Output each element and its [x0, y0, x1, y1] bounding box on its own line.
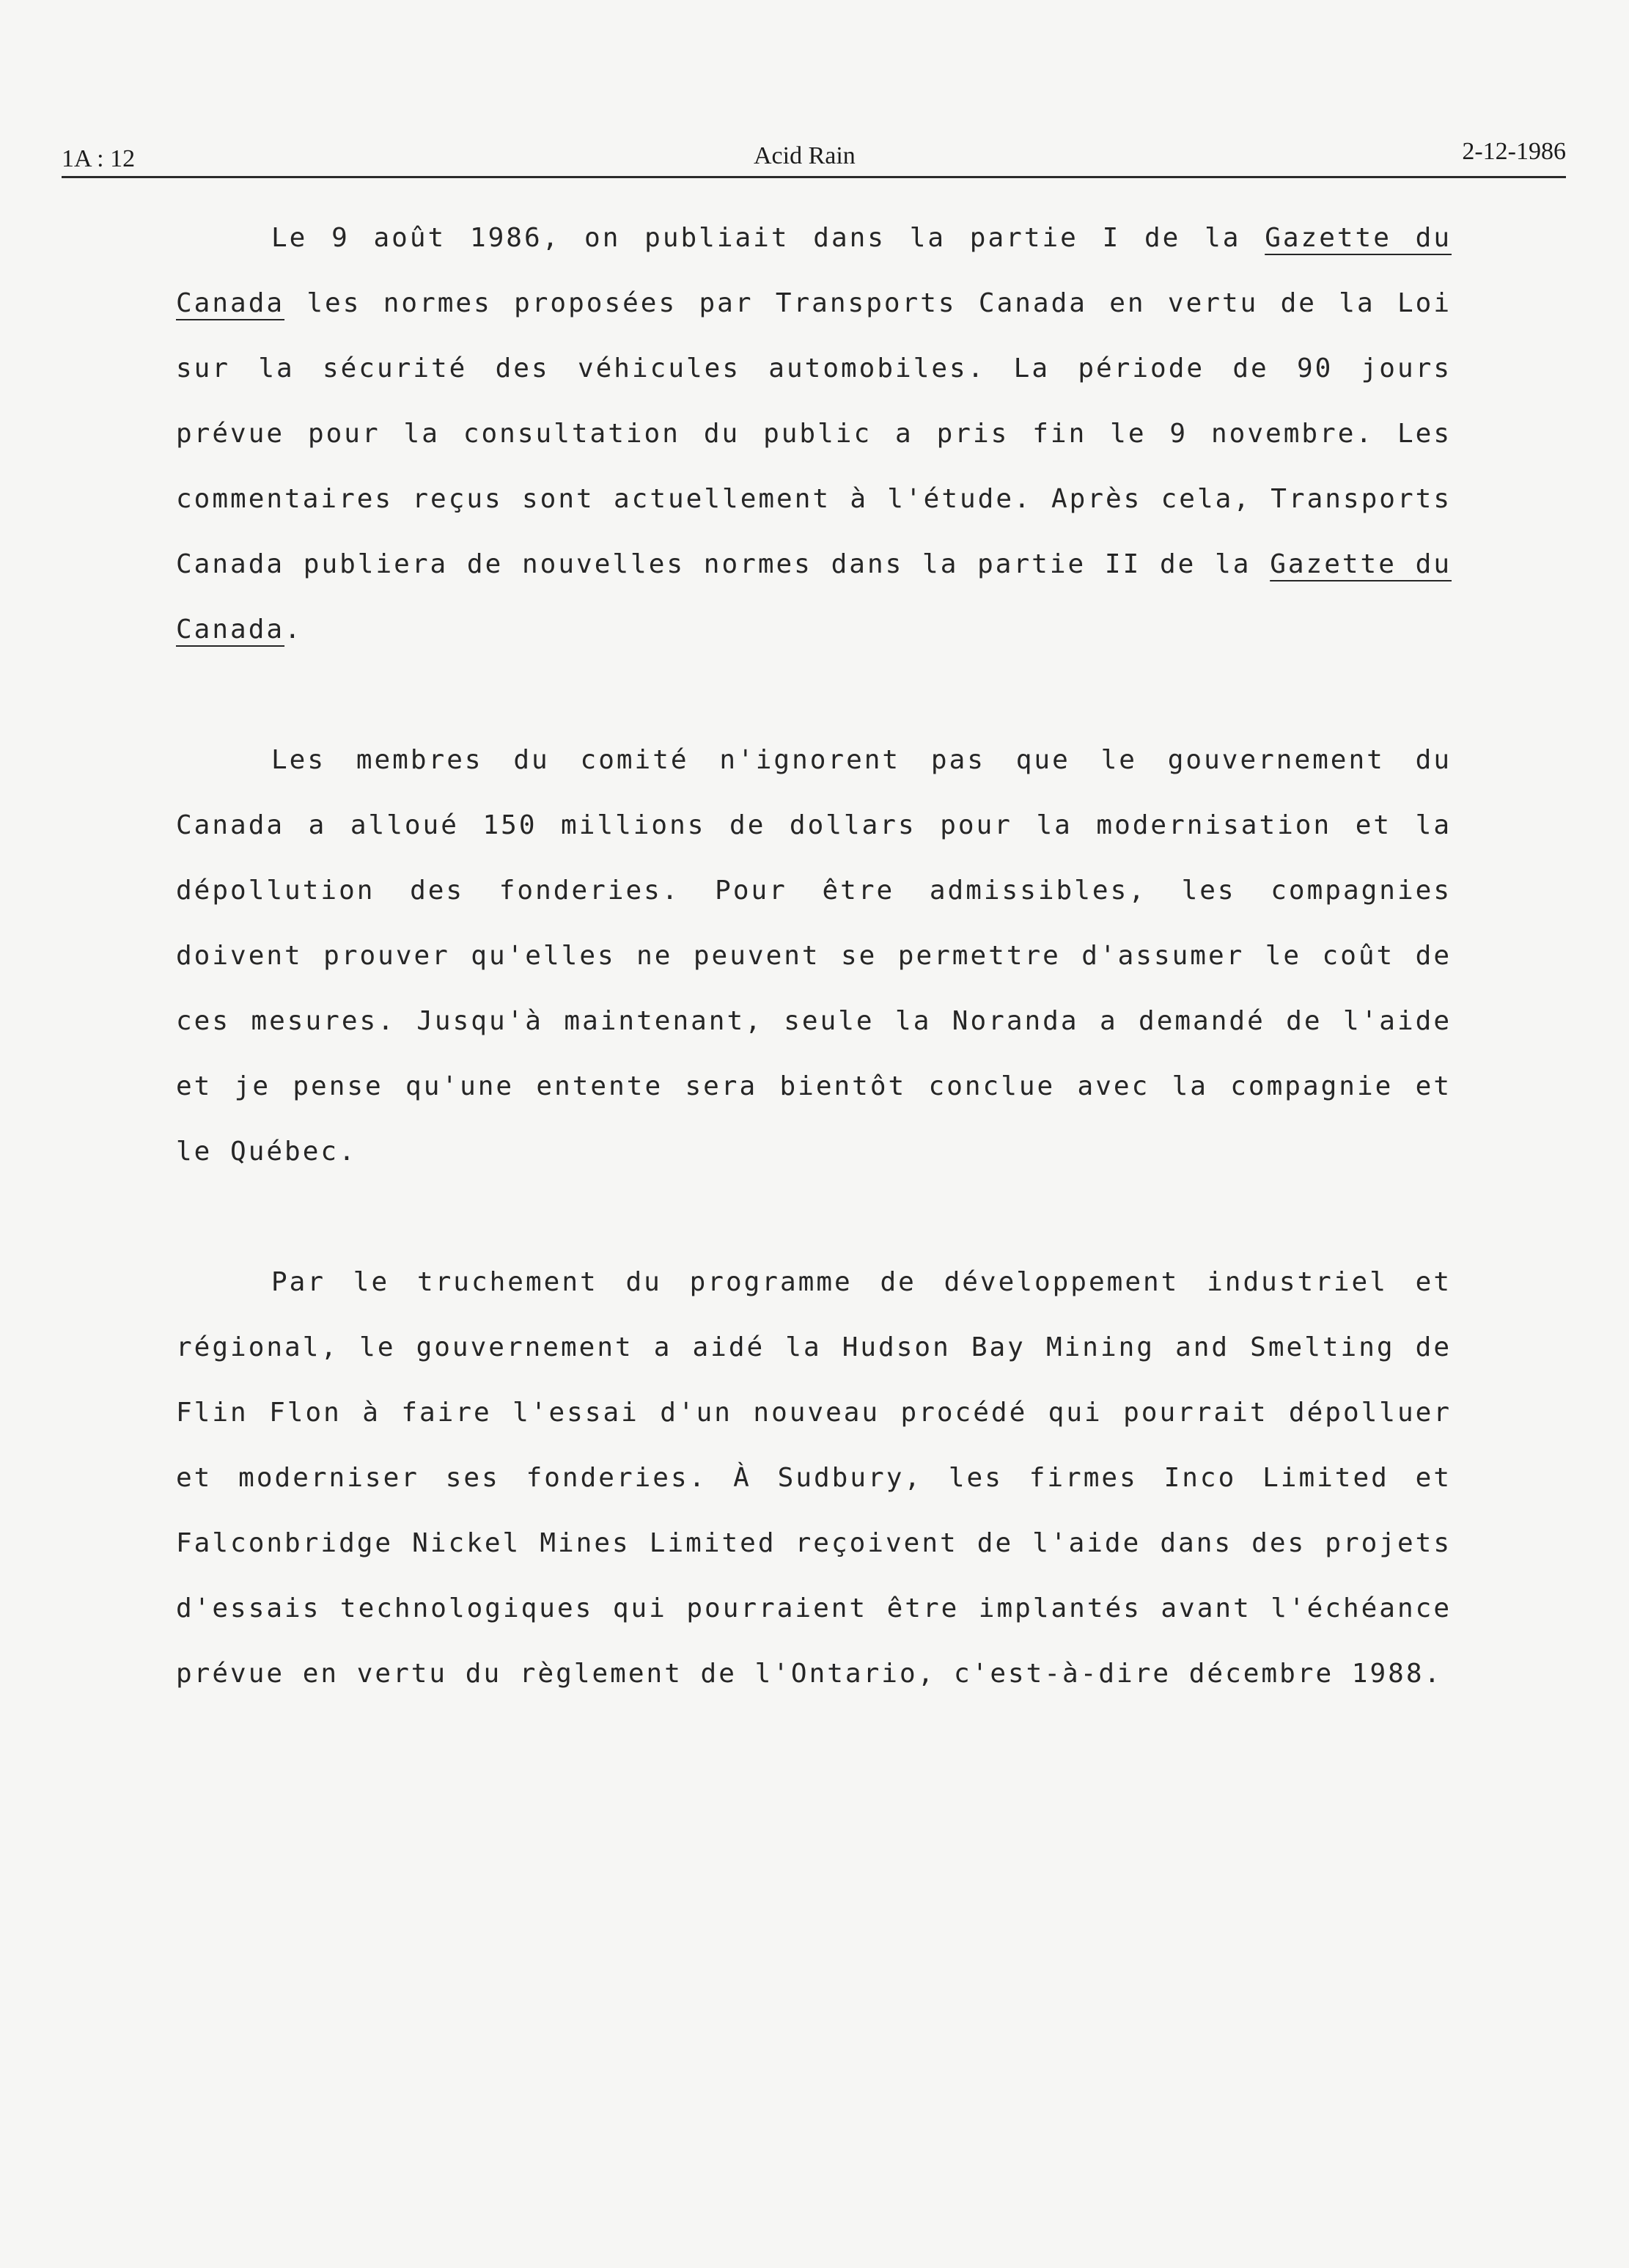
paragraph-3-text: Par le truchement du programme de développement industriel et régional, le gouvernement a aidé la Hudson Bay Mining and Smelting de Flin Flon à faire l'essai d'un nouveau procédé qui pourrait dépolluer et moderniser ses fonderies. À Sudbury, les firmes Inco Limited et Falconbridge Nickel Mines Limited reçoivent de l'aide dans des projets d'essais technologiques qui pourraient être implantés avant l'échéance prévue en vertu du règlement de l'Ontario, c'est-à-dire décembre 1988.: [176, 1267, 1452, 1689]
paragraph-3: [176, 1249, 1452, 1706]
paragraph-1-part-3: .: [284, 614, 303, 645]
paragraph-1: [176, 205, 1452, 662]
paragraph-2-text: Les membres du comité n'ignorent pas que le gouvernement du Canada a alloué 150 millions de dollars pour la modernisation et la dépollution des fonderies. Pour être admissibles, les compagnies doivent prouver qu'elles ne peuvent se permettre d'assumer le coût de ces mesures. Jusqu'à maintenant, seule la Noranda a demandé de l'aide et je pense qu'une entente sera bientôt conclue avec la compagnie et le Québec.: [176, 745, 1452, 1167]
gazette-title-2: Gazette du Canada: [176, 549, 1452, 645]
paragraph-1-part-2: les normes proposées par Transports Canada en vertu de la Loi sur la sécurité des véhicules automobiles. La période de 90 jours prévue pour la consultation du public a pris fin le 9 novembre. Les commentaires reçus sont actuellement à l'étude. Après cela, Transports Canada publiera de nouvelles normes dans la partie II de la: [176, 288, 1452, 579]
running-title: Acid Rain: [754, 142, 856, 169]
paragraph-1-part-1: Le 9 août 1986, on publiait dans la partie I de la: [271, 223, 1265, 253]
gazette-title-1: Gazette du Canada: [176, 223, 1452, 318]
page-number: 1A : 12: [62, 145, 136, 172]
header-date: 2-12-1986: [1462, 138, 1566, 165]
body-text: [176, 205, 1452, 1706]
header-rule: [62, 176, 1566, 178]
page-header: [62, 138, 1566, 179]
paragraph-2: [176, 727, 1452, 1184]
